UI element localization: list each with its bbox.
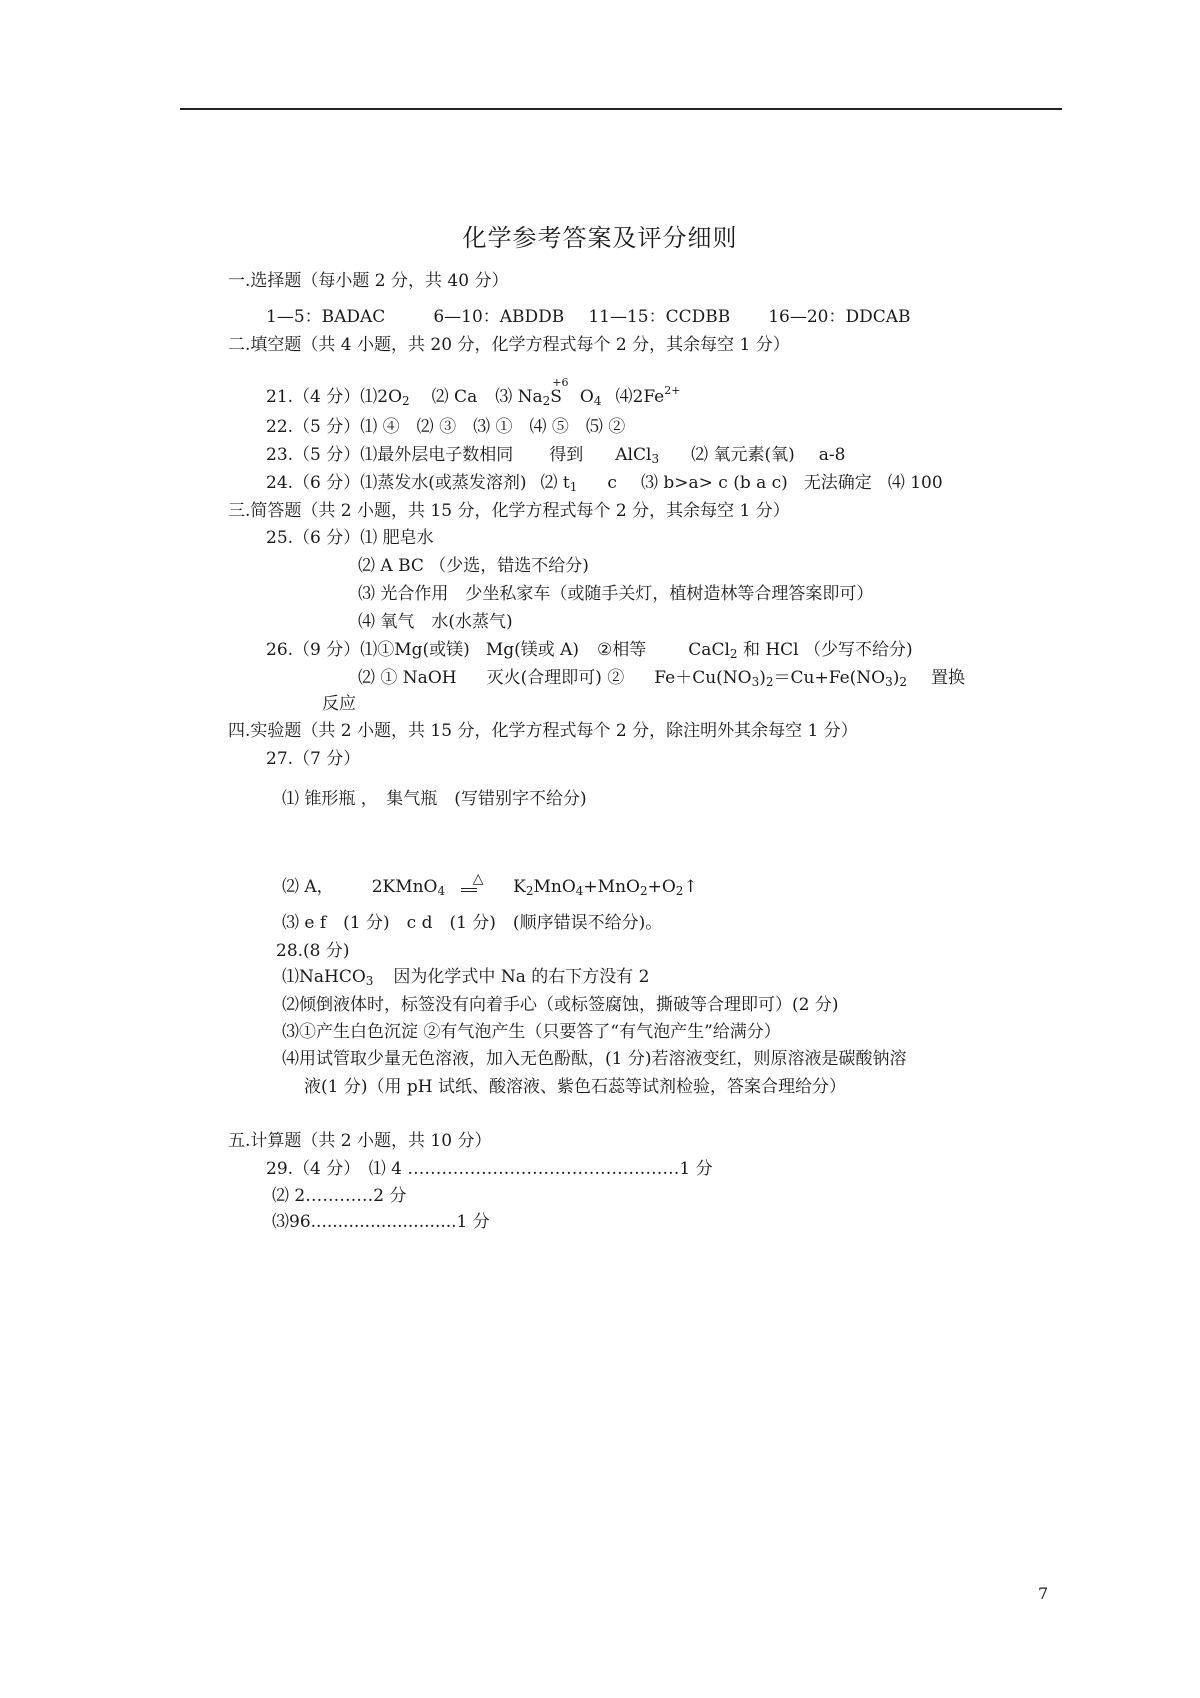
section-1-answers: [266, 306, 929, 328]
q26-line: [358, 667, 983, 693]
section-3-heading: 三.简答题（共 2 小题，共 15 分，化学方程式每个 2 分，其余每空 1 分）: [228, 501, 790, 521]
equation-part: K: [513, 877, 526, 897]
section-4-heading: 四.实验题（共 2 小题，共 15 分，化学方程式每个 2 分，除注明外其余每空 1 分）: [228, 721, 858, 741]
q27-part: ⑵ A，: [282, 877, 334, 897]
q23-part: ⑵ 氧元素(氧): [691, 445, 795, 465]
q29-line: ⑵ 2…………2 分: [272, 1186, 407, 1206]
page-title: 化学参考答案及评分细则: [462, 224, 738, 252]
answer-group: 6—10：ABDDB: [433, 307, 565, 327]
q24-part: ⑶ b>a> c (b a c): [640, 473, 788, 493]
element-symbol: S: [550, 387, 562, 407]
subscript: 1: [569, 480, 578, 494]
q26-part: 灭火(合理即可) ②: [486, 668, 625, 688]
subscript: 2: [639, 884, 648, 898]
superscript: 2+: [664, 384, 681, 397]
equation-part: +O: [647, 877, 676, 897]
q28-line: ⑶①产生白色沉淀 ②有气泡产生（只要答了“有气泡产生”给满分）: [282, 1022, 781, 1042]
section-2-heading: 二.填空题（共 4 小题，共 20 分，化学方程式每个 2 分，其余每空 1 分）: [228, 335, 790, 355]
q21-part: ⑶ Na: [495, 387, 543, 407]
q25-line: ⑷ 氧气 水(水蒸气): [358, 612, 513, 632]
subscript: 3: [651, 452, 660, 466]
subscript: 3: [885, 675, 893, 689]
q26-part: ②相等: [597, 640, 647, 660]
subscript: 2: [542, 394, 551, 408]
q22-line: 22.（5 分）⑴ ④ ⑵ ③ ⑶ ① ⑷ ⑤ ⑸ ②: [266, 417, 626, 437]
q21-text: 21.（4 分）⑴2O: [266, 387, 403, 407]
q26-part: 置换: [931, 668, 966, 688]
q24-part: 24.（6 分）⑴蒸发水(或蒸发溶剂): [266, 473, 527, 493]
q23-line: [266, 444, 863, 470]
subscript: 2: [525, 884, 534, 898]
q23-part: 得到: [549, 445, 584, 465]
equation-part: +MnO: [583, 877, 640, 897]
q29-line: ⑶96...........................1 分: [272, 1212, 490, 1232]
q26-part: ⑵ ① NaOH: [358, 668, 457, 688]
heat-condition: [461, 871, 495, 892]
q25-line: ⑵ A BC （少选，错选不给分): [358, 556, 589, 576]
q23-part: AlCl: [615, 445, 652, 465]
equation-part: 2KMnO: [371, 877, 438, 897]
q27-equation-line: [282, 871, 716, 902]
element-symbol: O: [579, 387, 594, 407]
subscript: 2: [765, 675, 774, 689]
triangle-icon: △: [472, 871, 484, 887]
q25-line: 25.（6 分）⑴ 肥皂水: [266, 528, 434, 548]
subscript: 4: [593, 394, 602, 408]
subscript: 2: [675, 884, 684, 898]
q21-part: ⑷2Fe: [615, 387, 665, 407]
subscript: 4: [437, 884, 446, 898]
q26-part: 26.（9 分）⑴①Mg(或镁): [266, 640, 470, 660]
equation-part: MnO: [533, 877, 576, 897]
q28-line: ⑵倾倒液体时，标签没有向着手心（或标签腐蚀，撕破等合理即可）(2 分): [282, 995, 839, 1015]
header-rule: [180, 108, 1062, 110]
q24-part: ⑷ 100: [887, 473, 943, 493]
page-number: 7: [1038, 1584, 1049, 1603]
q27-label: 27.（7 分）: [266, 749, 361, 769]
q25-line: ⑶ 光合作用 少坐私家车（或随手关灯，植树造林等合理答案即可）: [358, 584, 874, 604]
q28-label: 28.(8 分): [276, 941, 350, 961]
q24-part: ⑵ t: [540, 473, 570, 493]
subscript: 2: [402, 394, 410, 408]
equation-part: ＝Cu+Fe(NO: [773, 668, 886, 688]
q21-part: ⑵ Ca: [431, 387, 478, 407]
equation-part: Fe＋Cu(NO: [654, 668, 752, 688]
answer-group: 11—15：CCDBB: [588, 307, 731, 327]
q24-line: [266, 472, 961, 498]
q28-line: [282, 966, 667, 992]
subscript: 2: [729, 647, 738, 661]
equation-part: ): [759, 668, 766, 688]
q28-part: 因为化学式中 Na 的右下方没有 2: [393, 967, 650, 987]
valence-mark: +6: [552, 376, 569, 389]
q26-line: [266, 639, 931, 665]
q24-part: 无法确定: [803, 473, 872, 493]
q26-line: 反应: [322, 694, 356, 714]
answer-group: 1—5：BADAC: [266, 307, 386, 327]
q28-line: ⑷用试管取少量无色溶液，加入无色酚酞，(1 分)若溶液变红，则原溶液是碳酸钠溶: [282, 1049, 907, 1069]
q27-line: ⑴ 锥形瓶 ， 集气瓶 (写错别字不给分): [282, 789, 587, 809]
q23-part: a-8: [818, 445, 846, 465]
answer-group: 16—20：DDCAB: [768, 307, 911, 327]
subscript: 3: [751, 675, 760, 689]
q26-part: Mg(镁或 A): [485, 640, 580, 660]
q29-line: 29.（4 分） ⑴ 4 …………………………………………1 分: [266, 1159, 713, 1179]
q27-line: ⑶ e f (1 分) c d (1 分) (顺序错误不给分)。: [282, 913, 663, 933]
subscript: 2: [899, 675, 908, 689]
q28-line: 液(1 分)（用 pH 试纸、酸溶液、紫色石蕊等试剂检验，答案合理给分）: [304, 1077, 846, 1097]
q28-part: ⑴NaHCO: [282, 967, 366, 987]
q26-part: CaCl: [688, 640, 730, 660]
q21-line: [266, 376, 698, 412]
q23-part: 23.（5 分）⑴最外层电子数相同: [266, 445, 514, 465]
section-1-heading: 一.选择题（每小题 2 分，共 40 分）: [228, 271, 509, 291]
subscript: 3: [365, 974, 374, 988]
subscript: 4: [575, 884, 584, 898]
equation-part: ): [892, 668, 900, 688]
q24-part: c: [607, 473, 617, 493]
equation-part: ↑: [683, 877, 698, 897]
q26-part: 和 HCl （少写不给分): [742, 640, 913, 660]
section-5-heading: 五.计算题（共 2 小题，共 10 分）: [228, 1131, 492, 1151]
